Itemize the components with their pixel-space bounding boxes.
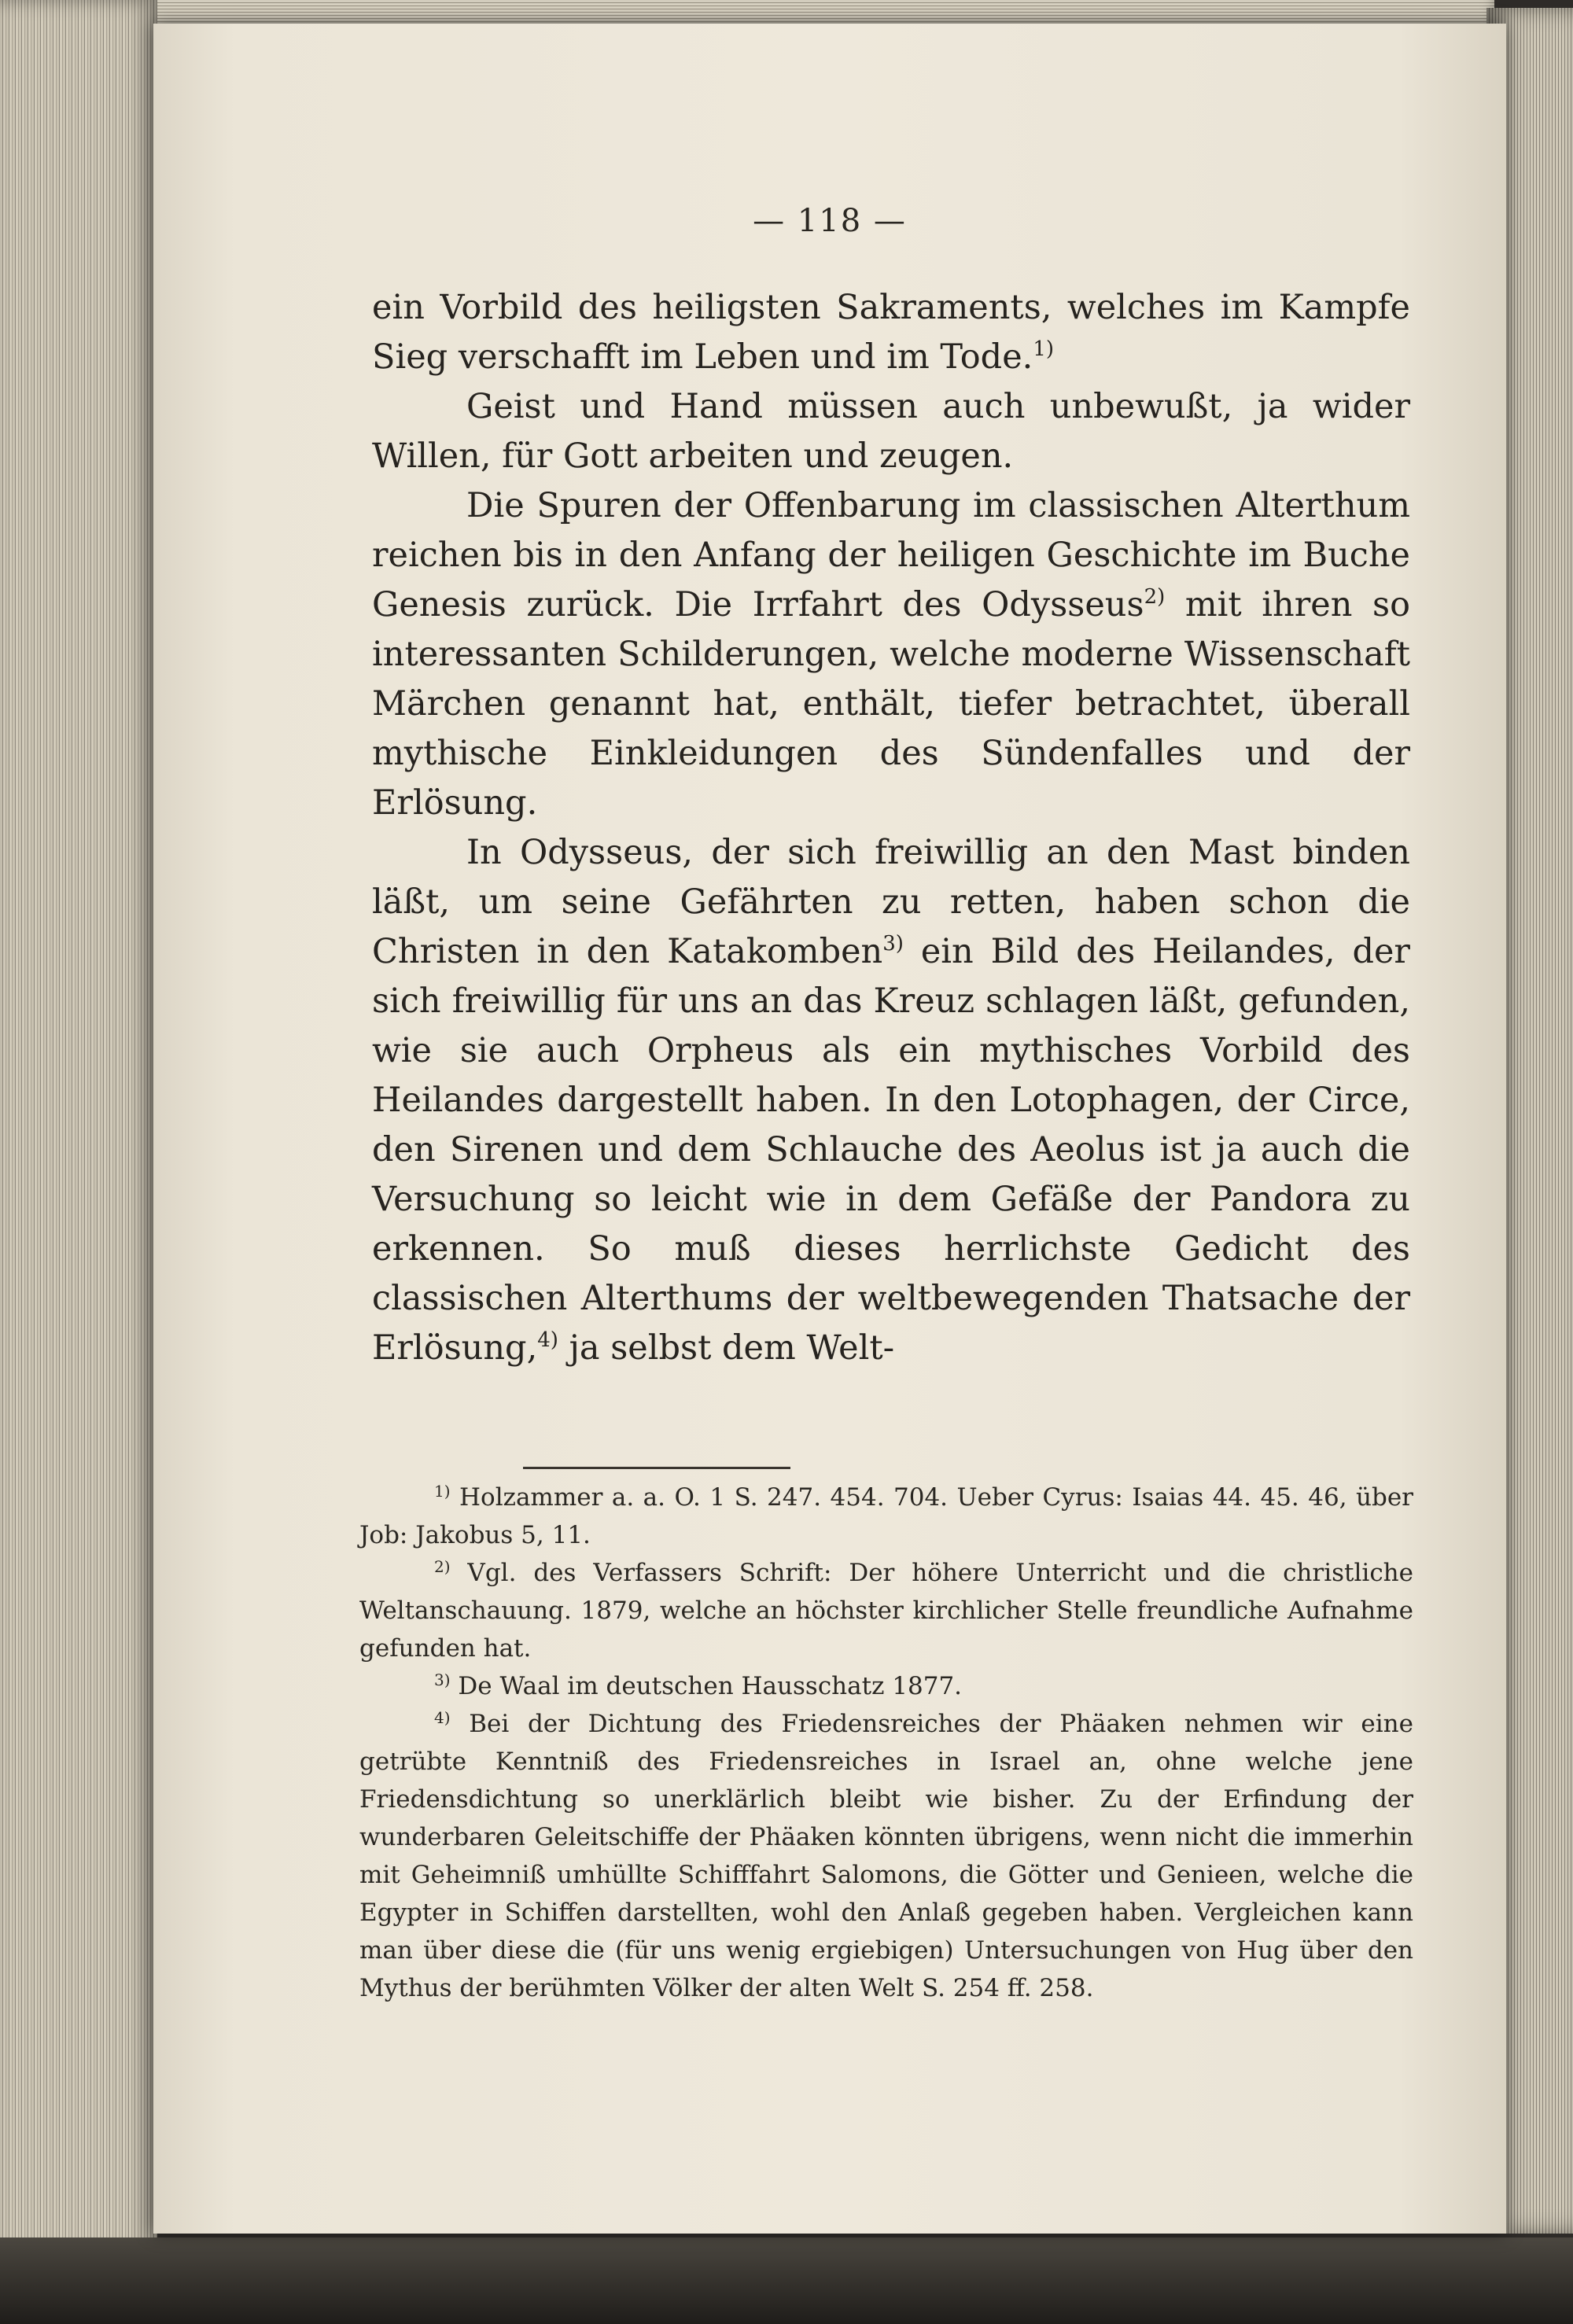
- footnote-text: Vgl. des Verfassers Schrift: Der höhere Unterricht und die christliche Weltanschauung. 1879, welche an höchster kirchlicher Stelle freundliche Aufnahme gefunden hat.: [359, 1559, 1413, 1663]
- body-text: [372, 283, 1410, 1373]
- footnote-mark: 3): [434, 1670, 451, 1689]
- footnote-reference: 3): [882, 932, 904, 956]
- footnote-mark: 4): [434, 1708, 451, 1727]
- paragraph-text: Geist und Hand müssen auch unbewußt, ja wider Willen, für Gott arbeiten und zeugen.: [372, 387, 1410, 476]
- paragraph: [372, 382, 1410, 481]
- footnote: [359, 1667, 1413, 1705]
- footnote-reference: 1): [1033, 337, 1054, 361]
- footnote-mark: 1): [434, 1482, 451, 1501]
- footnote: [359, 1479, 1413, 1554]
- page-number: — 118 —: [753, 203, 907, 239]
- left-page-edges: [0, 0, 157, 2257]
- paragraph-text: mit ihren so interessanten Schilderungen, welche moderne Wissenschaft Märchen genannt hat, enthält, tiefer betrachtet, überall mythische Einkleidungen des Sündenfalles und der Erlösung.: [372, 585, 1410, 823]
- footnote-text: De Waal im deutschen Hausschatz 1877.: [450, 1672, 963, 1700]
- footnotes: [359, 1479, 1413, 2007]
- footnote: [359, 1554, 1413, 1667]
- footnote-reference: 2): [1144, 585, 1166, 609]
- footnote: [359, 1705, 1413, 2007]
- book-page: [153, 24, 1506, 2234]
- footnote-text: Bei der Dichtung des Friedensreiches der Phäaken nehmen wir eine getrübte Kenntniß des Friedensreiches in Israel an, ohne welche jene Friedensdichtung so unerklärlich bleibt wie bisher. Zu der Erfindung der wunderbaren Geleitschiffe der Phäaken könnten übrigens, wenn nicht die immerhin mit Geheimniß umhüllte Schifffahrt Salomons, die Götter und Genieen, welche die Egypter in Schiffen darstellten, wohl den Anlaß gegeben haben. Vergleichen kann man über diese die (für uns wenig ergiebigen) Untersuchungen von Hug über den Mythus der berühmten Völker der alten Welt S. 254 ff. 258.: [359, 1710, 1413, 2002]
- paragraph-text: ja selbst dem Welt-: [558, 1328, 895, 1368]
- paragraph-text: Die Spuren der Offenbarung im classischen Alterthum reichen bis in den Anfang der heiligen Geschichte im Buche Genesis zurück. Die Irrfahrt des Odysseus: [372, 486, 1410, 624]
- paragraph: [372, 828, 1410, 1373]
- bottom-shadow: [0, 2237, 1573, 2324]
- footnote-separator: [523, 1467, 790, 1469]
- footnote-text: Holzammer a. a. O. 1 S. 247. 454. 704. Ueber Cyrus: Isaias 44. 45. 46, über Job: Jakobus 5, 11.: [359, 1483, 1413, 1549]
- paragraph-text: ein Vorbild des heiligsten Sakraments, welches im Kampfe Sieg verschafft im Leben und im Tode.: [372, 288, 1410, 377]
- paragraph: [372, 283, 1410, 382]
- footnote-reference: 4): [537, 1328, 558, 1352]
- paragraph-text: ein Bild des Heilandes, der sich freiwillig für uns an das Kreuz schlagen läßt, gefunden, wie sie auch Orpheus als ein mythisches Vorbild des Heilandes dargestellt haben. In den Lotophagen, der Circe, den Sirenen und dem Schlauche des Aeolus ist ja auch die Versuchung so leicht wie in dem Gefäße der Pandora zu erkennen. So muß dieses herrlichste Gedicht des classischen Alterthums der weltbewegenden Thatsache der Erlösung,: [372, 932, 1410, 1368]
- footnote-mark: 2): [434, 1557, 451, 1576]
- paragraph: [372, 481, 1410, 828]
- paragraph-text: In Odysseus, der sich freiwillig an den Mast binden läßt, um seine Gefährten zu retten, haben schon die Christen in den Katakomben: [372, 833, 1410, 971]
